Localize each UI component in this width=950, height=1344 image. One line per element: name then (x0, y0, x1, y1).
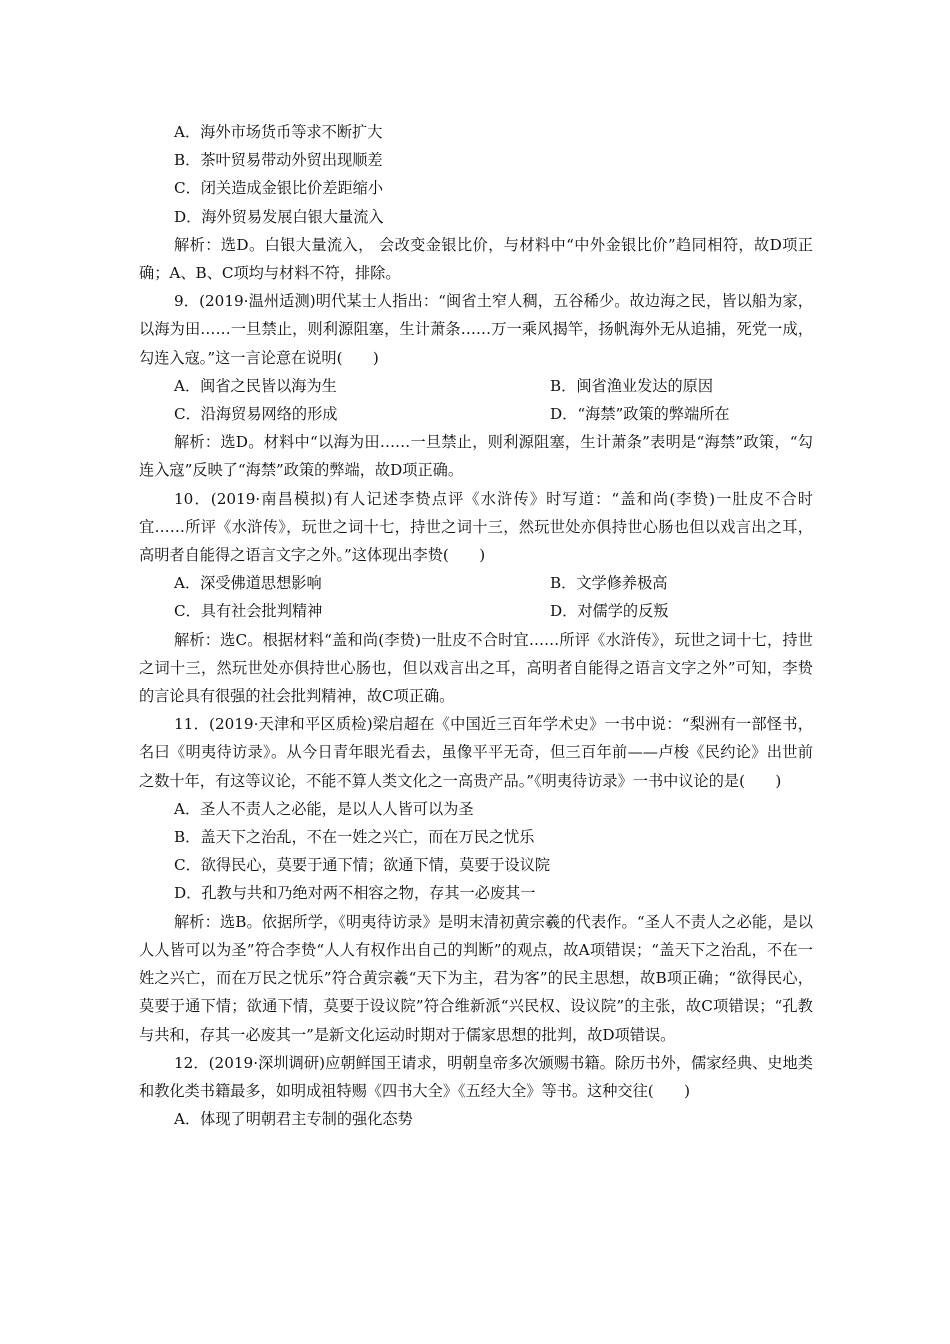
q8-option-b: B．茶叶贸易带动外贸出现顺差 (174, 151, 383, 170)
q10-analysis: 解析：选C。根据材料“盖和尚(李贽)一肚皮不合时宜……所评《水浒传》，玩世之词十七，持世之词十三，然玩世处亦俱持世心肠也，但以戏言出之耳，高明者自能得之语言文字之外”可知，李贽的言论具有很强的社会批判精神，故C项正确。 (139, 630, 813, 706)
q9-option-d: D．“海禁”政策的弊端所在 (550, 405, 730, 424)
q9-option-c: C．沿海贸易网络的形成 (174, 405, 338, 424)
q10-option-c: C．具有社会批判精神 (174, 602, 323, 621)
q9-option-a: A．闽省之民皆以海为生 (174, 376, 337, 395)
q9-option-b: B．闽省渔业发达的原因 (550, 376, 714, 395)
q12-stem: 12．(2019·深圳调研)应朝鲜国王请求，明朝皇帝多次颁赐书籍。除历书外，儒家经典、史地类和教化类书籍最多，如明成祖特赐《四书大全》《五经大全》等书。这种交往( ) (139, 1053, 813, 1100)
q9-stem: 9．(2019·温州适测)明代某士人指出：“闽省土窄人稠，五谷稀少。故边海之民，皆以船为家，以海为田……一旦禁止，则利源阻塞，生计萧条……万一乘风揭竿，扬帆海外无从追捕，死党一成，勾连入寇。”这一言论意在说明( ) (139, 292, 813, 367)
q8-option-a: A．海外市场货币等求不断扩大 (174, 123, 383, 141)
exam-content (139, 118, 813, 1133)
q12-option-a: A．体现了明朝君主专制的强化态势 (174, 1110, 413, 1129)
q9-options-row-1 (139, 372, 813, 400)
q10-options-row-1 (139, 569, 813, 597)
q11-stem: 11．(2019·天津和平区质检)梁启超在《中国近三百年学术史》一书中说：“梨洲有一部怪书，名曰《明夷待访录》。从今日青年眼光看去，虽像平平无奇，但三百年前——卢梭《民约论》出世前之数十年，有这等议论，不能不算人类文化之一高贵产品。”《明夷待访录》一书中议论的是( ) (139, 715, 813, 790)
q9-analysis: 解析：选D。材料中“以海为田……一旦禁止，则利源阻塞，生计萧条”表明是“海禁”政策，“勾连入寇”反映了“海禁”政策的弊端，故D项正确。 (139, 433, 813, 480)
q11-option-c: C．欲得民心，莫要于通下情；欲通下情，莫要于设议院 (174, 856, 551, 875)
q11-analysis: 解析：选B。依据所学，《明夷待访录》是明末清初黄宗羲的代表作。“圣人不责人之必能，是以人人皆可以为圣”符合李贽“人人有权作出自己的判断”的观点，故A项错误；“盖天下之治乱，不在一姓之兴亡，而在万民之忧乐”符合黄宗羲“天下为主，君为客”的民主思想，故B项正确；“欲得民心，莫要于通下情；欲通下情，莫要于设议院”符合维新派“兴民权、设议院”的主张，故C项错误；“孔教与共和，存其一必废其一”是新文化运动时期对于儒家思想的批判，故D项错误。 (139, 912, 813, 1044)
q8-option-d: D．海外贸易发展白银大量流入 (174, 207, 384, 226)
q11-option-a: A．圣人不责人之必能，是以人人皆可以为圣 (174, 799, 474, 818)
q11-option-d: D．孔教与共和乃绝对两不相容之物，存其一必废其一 (174, 884, 536, 903)
q11-option-b: B．盖天下之治乱，不在一姓之兴亡，而在万民之忧乐 (174, 828, 535, 847)
q8-analysis: 解析：选D。白银大量流入， 会改变金银比价，与材料中“中外金银比价”趋同相符，故D项正确；A、B、C项均与材料不符，排除。 (139, 235, 813, 283)
q10-option-b: B．文学修养极高 (550, 574, 668, 593)
q8-option-c: C．闭关造成金银比价差距缩小 (174, 179, 384, 198)
q10-stem: 10．(2019·南昌模拟)有人记述李贽点评《水浒传》时写道：“盖和尚(李贽)一肚皮不合时宜……所评《水浒传》，玩世之词十七，持世之词十三，然玩世处亦俱持世心肠也但以戏言出之耳，高明者自能得之语言文字之外。”这体现出李贽( ) (139, 489, 813, 565)
q10-option-a: A．深受佛道思想影响 (174, 574, 322, 593)
q10-option-d: D．对儒学的反叛 (550, 602, 669, 621)
q9-options-row-2 (139, 400, 813, 428)
q10-options-row-2 (139, 597, 813, 625)
